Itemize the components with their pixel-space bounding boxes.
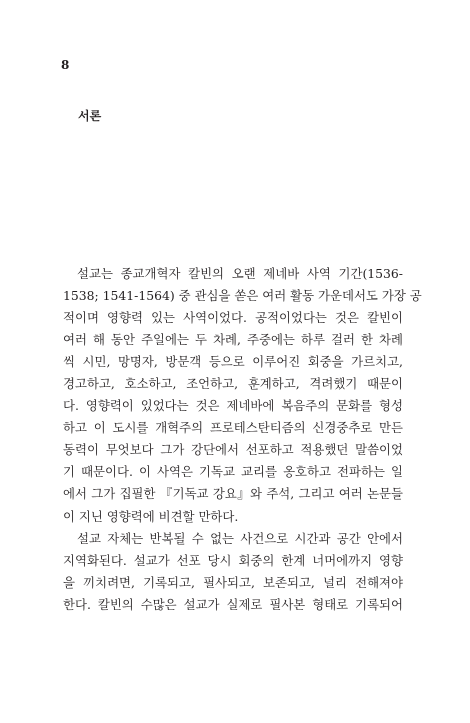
text-line: 이 지닌 영향력에 비견할 만하다.: [63, 508, 239, 524]
text-line: 설교 자체는 반복될 수 없는 사건으로 시간과 공간 안에서: [77, 530, 403, 546]
text-line: 다. 영향력이 있었다는 것은 제네바에 복음주의 문화를 형성: [63, 398, 403, 414]
text-line: 경고하고, 호소하고, 조언하고, 훈계하고, 격려했기 때문이: [63, 376, 403, 392]
text-line: 적이며 영향력 있는 사역이었다. 공적이었다는 것은 칼빈이: [63, 310, 403, 326]
text-line: 기 때문이다. 이 사역은 기독교 교리를 옹호하고 전파하는 일: [63, 464, 403, 480]
text-line: 을 끼치려면, 기록되고, 필사되고, 보존되고, 널리 전해져야: [63, 574, 403, 590]
text-line: 동력이 무엇보다 그가 강단에서 선포하고 적용했던 말씀이었: [63, 442, 403, 458]
page-number: 8: [61, 58, 70, 72]
text-line: 씩 시민, 망명자, 방문객 등으로 이루어진 회중을 가르치고,: [63, 354, 403, 370]
section-title: 서론: [78, 109, 102, 123]
text-line: 한다. 칼빈의 수많은 설교가 실제로 필사본 형태로 기록되어: [63, 596, 403, 612]
body-text: [63, 263, 422, 616]
paragraph-1: [63, 263, 422, 528]
paragraph-2: [63, 528, 403, 616]
text-line: 에서 그가 집필한 『기독교 강요』와 주석, 그리고 여러 논문들: [63, 486, 403, 502]
text-line: 지역화된다. 설교가 선포 당시 회중의 한계 너머에까지 영향: [63, 552, 403, 568]
text-line: 하고 이 도시를 개혁주의 프로테스탄티즘의 신경중추로 만든: [63, 420, 403, 436]
text-line: 여러 해 동안 주일에는 두 차례, 주중에는 하루 걸러 한 차례: [63, 332, 403, 348]
text-line: 1538; 1541-1564) 중 관심을 쏟은 여러 활동 가운데서도 가장 공: [63, 288, 422, 304]
text-line: 설교는 종교개혁자 칼빈의 오랜 제네바 사역 기간(1536-: [77, 266, 403, 281]
